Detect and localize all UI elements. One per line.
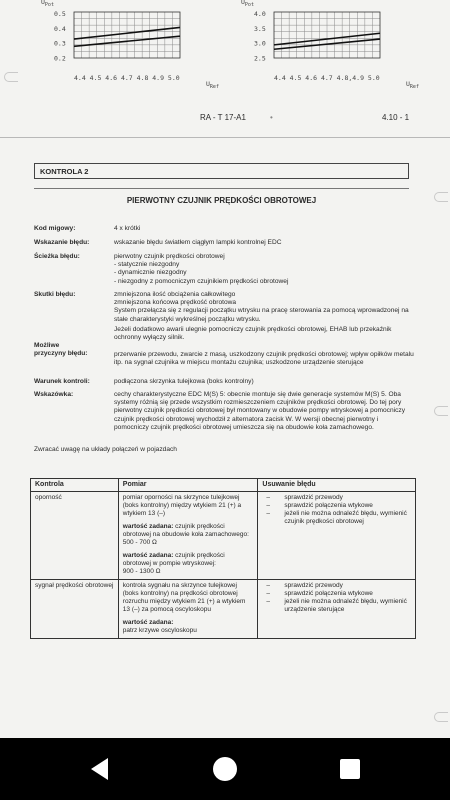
page-number: 4.10 - 1 (382, 113, 410, 122)
field-label: Warunek kontroli: (34, 378, 90, 385)
fix-list (262, 494, 411, 526)
cell-pomiar (118, 580, 258, 639)
punch-hole-right-3 (434, 712, 448, 722)
fix-item: – jeżeli nie można odnaleźć błędu, wymienić urządzenie sterujące (262, 598, 411, 614)
back-button[interactable] (86, 754, 116, 784)
back-icon (86, 754, 116, 784)
check-table (30, 478, 416, 639)
table-row (31, 580, 416, 639)
field-value: 4 x krótki (114, 225, 141, 232)
field-value: cechy charakterystyczne EDC M(S) 5: obecnie montuje się dwie generacje systemów M(S) 5. Oba systemy różnią się przede wszystkim rozmieszczeniem czujników prędkości obrotowej. Do tej pory pierwotny czujnik prędkości obrotowej był montowany w obudowie pompy wtryskowej a pomocniczy czujnik prędkości obrotowej wychodził z alternatora zacisk W. W wersji obecnej pierwotny i pomocniczy czujnik prędkości obrotowej umieszcza się na obudowie koła zamachowego. (114, 391, 405, 431)
header-pomiar: Pomiar (118, 479, 258, 492)
effect-line: zmniejszona ilość obciążenia całkowitego (114, 291, 236, 298)
target-text: czujnik prędkości obrotowej w pompie wtryskowej: (122, 552, 225, 567)
y-axis-label: $U_{Pot}$ (241, 0, 254, 8)
field-label-line: Możliwe (34, 342, 60, 349)
field-value: podłączona skrzynka tulejkowa (boks kontrolny) (114, 378, 254, 385)
y-tick-label: 3.5 (254, 24, 266, 33)
fix-list (262, 582, 411, 614)
field-label: Kod migowy: (34, 225, 76, 232)
field-label: Ścieżka błędu: (34, 253, 80, 260)
target-value-1 (123, 619, 254, 635)
cell-usuwanie (258, 492, 416, 580)
chart-left-svg (0, 0, 225, 108)
y-tick-label: 2.5 (254, 54, 266, 63)
section-rule (34, 188, 409, 189)
home-button[interactable] (210, 754, 240, 784)
target-range: patrz krzywe oscyloskopu (122, 627, 197, 634)
target-label: wartość zadana: (122, 619, 174, 626)
target-label: wartość zadana: (122, 523, 174, 530)
field-value: przerwanie przewodu, zwarcie z masą, uszkodzony czujnik prędkości obrotowej; wpływ opiłków metalu itp. na sygnał czujnika w miejscu montażu czujnika; uszkodzone urządzenie sterujące (114, 351, 414, 367)
target-label: wartość zadana: (122, 552, 174, 559)
field-label-line: przyczyny błędu: (34, 350, 88, 358)
path-line: - dynamicznie niezgodny (114, 269, 187, 277)
effect-line: System przełącza się z regulacji początku wtrysku na pracę sterowania za pomocą wprowadzonej na stałe charakterystyki wykreślnej początku wtrysku. (114, 307, 409, 323)
y-axis-label-sub: Pot (44, 2, 54, 8)
y-tick-label: 4.0 (254, 10, 266, 18)
chart-grid (74, 12, 180, 58)
y-tick-label: 0.2 (54, 54, 66, 63)
cell-pomiar (118, 492, 258, 580)
fix-item: – sprawdzić przewody (262, 582, 411, 590)
field-value (114, 291, 414, 342)
fix-item: – sprawdzić połączenia wtykowe (262, 502, 411, 510)
path-line: - niezgodny z pomocniczym czujnikiem prędkości obrotowej (114, 277, 289, 285)
effect-line: zmniejszona końcowa prędkość obrotowa (114, 299, 237, 307)
android-nav-bar (0, 738, 450, 800)
page-divider (0, 137, 450, 138)
x-axis-label: $U_{Ref}$ (206, 80, 219, 90)
table-row (31, 492, 416, 580)
x-tick-labels: 4.4 4.5 4.6 4.7 4.8 4.9 5.0 (74, 74, 180, 82)
field-label (34, 342, 114, 358)
field-label: Wskazanie błędu: (34, 239, 90, 246)
fix-item: – jeżeli nie można odnaleźć błędu, wymienić czujnik prędkości obrotowej (262, 510, 411, 526)
header-kontrola: Kontrola (31, 479, 119, 492)
x-axis-label-sub: Ref (409, 84, 419, 90)
home-icon (210, 754, 240, 784)
connection-note: Zwracać uwagę na układy połączeń w pojazdach (34, 446, 177, 453)
punch-hole-right-1 (434, 192, 448, 202)
y-tick-label: 0.3 (54, 39, 66, 48)
target-value-2 (123, 552, 254, 576)
path-line: - statycznie niezgodny (114, 261, 180, 269)
fix-item: – sprawdzić przewody (262, 494, 411, 502)
y-tick-label: 3.0 (254, 39, 266, 48)
section-box: KONTROLA 2 (34, 163, 409, 179)
fix-item: – sprawdzić połączenia wtykowe (262, 590, 411, 598)
y-axis-label: $U_{Pot}$ (41, 0, 54, 8)
chart-left (0, 0, 225, 108)
field-label: Skutki błędu: (34, 291, 76, 298)
measure-text: kontrola sygnału na skrzynce tulejkowej (boks kontrolny) na prędkości obrotowej rozruchu między wtykiem 21 (+) a wtykiem 13 (–) za pomocą oscyloskopu (122, 582, 246, 613)
y-axis-label-sub: Pot (244, 2, 254, 8)
footer-dot: • (270, 113, 273, 122)
recents-icon (335, 754, 365, 784)
cell-usuwanie (258, 580, 416, 639)
y-tick-label: 0.5 (54, 10, 66, 18)
target-text: czujnik prędkości obrotowej na obudowie koła zamachowego: (122, 523, 249, 538)
field-value: wskazanie błędu światłem ciągłym lampki kontrolnej EDC (114, 239, 282, 246)
measure-text: pomiar oporności na skrzynce tulejkowej (boks kontrolny) między wtykiem 21 (+) a wtykiem 13 (–) (122, 494, 242, 517)
punch-hole-right-2 (434, 406, 448, 416)
x-tick-labels: 4.4 4.5 4.6 4.7 4.8,4.9 5.0 (274, 74, 380, 82)
table-header-row (31, 479, 416, 492)
field-label: Wskazówka: (34, 391, 74, 398)
target-value-1 (123, 523, 254, 547)
y-tick-label: 0.4 (54, 24, 66, 33)
chart-right-svg (225, 0, 450, 108)
document-title: PIERWOTNY CZUJNIK PRĘDKOŚCI OBROTOWEJ (126, 196, 317, 205)
cell-kontrola: sygnał prędkości obrotowej (31, 580, 119, 639)
x-axis-label-sub: Ref (209, 84, 219, 90)
recents-button[interactable] (335, 754, 365, 784)
cell-kontrola: oporność (31, 492, 119, 580)
doc-code: RA - T 17-A1 (200, 113, 246, 122)
punch-hole-top (4, 72, 18, 82)
field-value (114, 253, 414, 286)
chart-right (225, 0, 450, 108)
x-axis-label: $U_{Ref}$ (406, 80, 419, 90)
target-range: 500 - 700 Ω (122, 539, 157, 546)
path-line: pierwotny czujnik prędkości obrotowej (114, 253, 225, 260)
target-range: 900 - 1300 Ω (122, 568, 161, 575)
header-usuwanie: Usuwanie błędu (258, 479, 416, 492)
effect-line: Jeżeli dodatkowo awarii ulegnie pomocniczy czujnik prędkości obrotowej, EHAB lub przekaźnik ochronny wyłączy silnik. (114, 325, 392, 342)
